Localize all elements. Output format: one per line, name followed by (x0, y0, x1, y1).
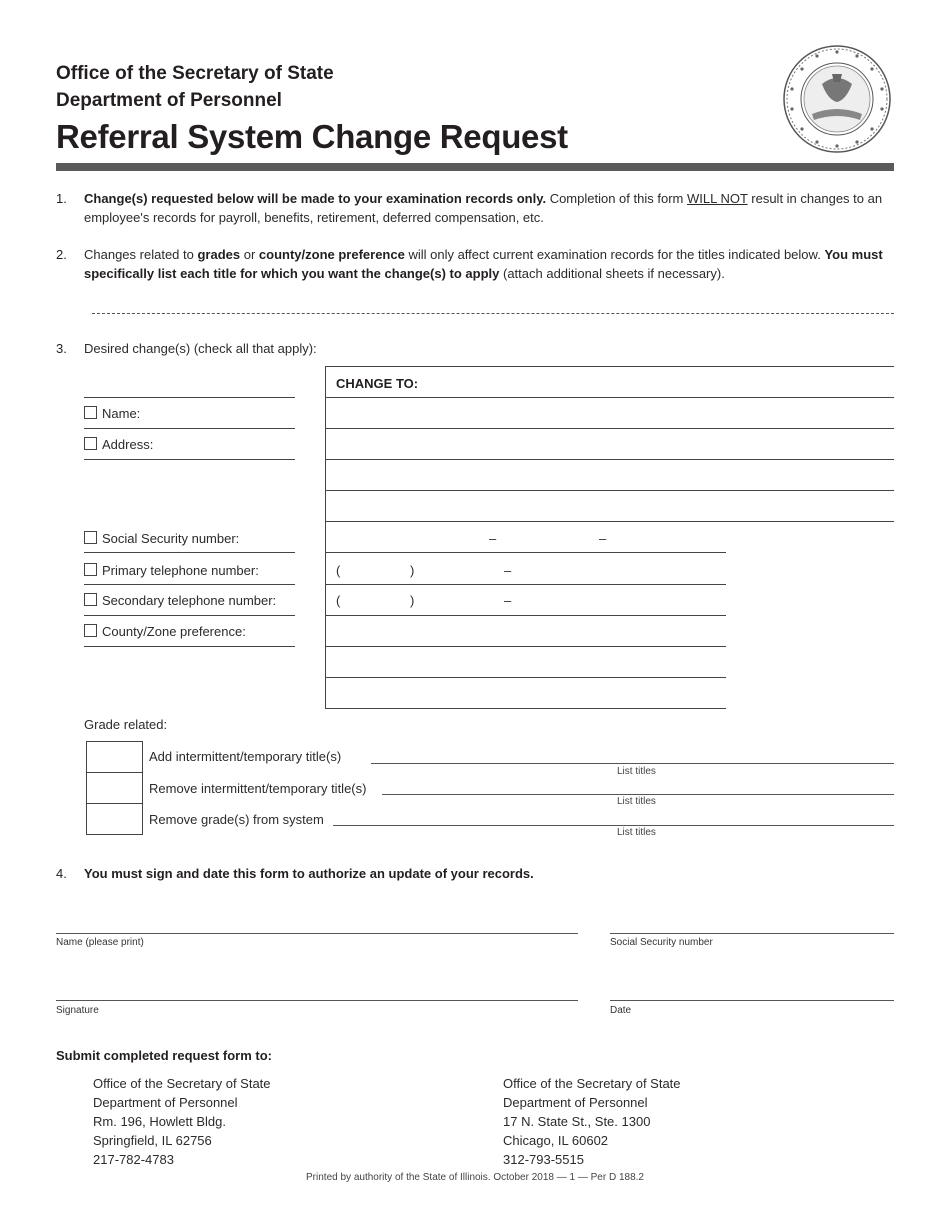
change-name-field[interactable] (325, 397, 894, 398)
ssn-dash-1: – (489, 531, 497, 546)
address-checkbox[interactable]: Address: (84, 436, 153, 453)
left-line-secondary (84, 615, 295, 616)
checkbox-icon[interactable] (84, 437, 97, 450)
address-line: Office of the Secretary of State (93, 1076, 271, 1091)
remove-grade-label: Remove grade(s) from system (149, 812, 324, 827)
checkbox-icon[interactable] (84, 593, 97, 606)
secondary-paren-close: ) (410, 593, 415, 608)
submit-heading: Submit completed request form to: (56, 1048, 272, 1063)
name-checkbox[interactable]: Name: (84, 405, 140, 422)
change-to-heading: CHANGE TO: (336, 376, 419, 391)
item-3-text: Desired change(s) (check all that apply): (84, 341, 317, 356)
change-county-field-2[interactable] (325, 677, 726, 678)
add-title-input[interactable] (371, 763, 894, 764)
remove-title-input[interactable] (382, 794, 894, 795)
address-line: Springfield, IL 62756 (93, 1133, 212, 1148)
checkbox-icon[interactable] (84, 406, 97, 419)
item-number-2: 2. (56, 247, 67, 262)
checkbox-icon[interactable] (84, 563, 97, 576)
department-name: Department of Personnel (56, 90, 282, 111)
left-line-address (84, 459, 295, 460)
secondary-phone-checkbox[interactable]: Secondary telephone number: (84, 592, 276, 609)
name-print-caption: Name (please print) (56, 937, 144, 948)
secondary-dash: – (504, 593, 512, 608)
address-line: Department of Personnel (93, 1095, 238, 1110)
left-line-top (84, 397, 295, 398)
change-to-top-border (325, 366, 894, 367)
left-line-name (84, 428, 295, 429)
header-rule (56, 163, 894, 171)
list-titles-caption-2: List titles (617, 796, 656, 807)
primary-paren-close: ) (410, 563, 415, 578)
address-line: 312-793-5515 (503, 1152, 584, 1167)
primary-paren-open: ( (336, 563, 341, 578)
state-seal-icon (782, 44, 892, 154)
add-title-checkbox[interactable] (86, 741, 143, 773)
grade-related-label: Grade related: (84, 717, 168, 732)
county-checkbox[interactable]: County/Zone preference: (84, 623, 246, 640)
address-line: Office of the Secretary of State (503, 1076, 681, 1091)
signature-caption: Signature (56, 1005, 99, 1016)
checkbox-icon[interactable] (84, 531, 97, 544)
change-address-field-1[interactable] (325, 428, 894, 429)
ssn-caption: Social Security number (610, 937, 713, 948)
change-address-field-3[interactable] (325, 490, 894, 491)
page-title: Referral System Change Request (56, 118, 568, 155)
ssn-input[interactable] (610, 933, 894, 934)
list-titles-caption-1: List titles (617, 766, 656, 777)
name-print-input[interactable] (56, 933, 578, 934)
ssn-dash-2: – (599, 531, 607, 546)
item-2-text: Changes related to grades or county/zone preference will only affect current examination records for the titles indicated below. You must specifically list each title for which you want the change(s) to apply (attach additional sheets if necessary). (84, 247, 883, 281)
left-line-primary (84, 584, 295, 585)
signature-input[interactable] (56, 1000, 578, 1001)
change-secondary-phone-field[interactable] (325, 615, 726, 616)
address-line: Chicago, IL 60602 (503, 1133, 609, 1148)
item-number-4: 4. (56, 866, 67, 881)
ssn-checkbox[interactable]: Social Security number: (84, 530, 239, 547)
date-caption: Date (610, 1005, 632, 1016)
springfield-address (93, 1074, 271, 1169)
change-primary-phone-field[interactable] (325, 584, 726, 585)
change-address-field-4[interactable] (325, 521, 894, 522)
date-input[interactable] (610, 1000, 894, 1001)
checkbox-icon[interactable] (84, 624, 97, 637)
address-line: Department of Personnel (503, 1095, 648, 1110)
item-4-text: You must sign and date this form to authorize an update of your records. (84, 866, 534, 881)
footer-text: Printed by authority of the State of Illinois. October 2018 — 1 — Per D 188.2 (306, 1172, 644, 1183)
chicago-address (503, 1074, 681, 1169)
address-line: 17 N. State St., Ste. 1300 (503, 1114, 651, 1129)
primary-dash: – (504, 563, 512, 578)
titles-input-line[interactable] (92, 313, 894, 314)
change-to-left-border (325, 366, 326, 708)
office-name: Office of the Secretary of State (56, 63, 334, 84)
change-county-field-1[interactable] (325, 646, 726, 647)
item-1-text: Change(s) requested below will be made to your examination records only. Completion of this form WILL NOT result in changes to an employee's records for payroll, benefits, retirement, deferred compensation, etc. (84, 191, 883, 225)
change-address-field-2[interactable] (325, 459, 894, 460)
address-line: Rm. 196, Howlett Bldg. (93, 1114, 226, 1129)
remove-title-label: Remove intermittent/temporary title(s) (149, 781, 367, 796)
secondary-paren-open: ( (336, 593, 341, 608)
primary-phone-checkbox[interactable]: Primary telephone number: (84, 562, 259, 579)
remove-grade-checkbox[interactable] (86, 803, 143, 835)
left-line-county (84, 646, 295, 647)
remove-grade-input[interactable] (333, 825, 894, 826)
left-line-ssn (84, 552, 295, 553)
address-line: 217-782-4783 (93, 1152, 174, 1167)
item-number-3: 3. (56, 341, 67, 356)
add-title-label: Add intermittent/temporary title(s) (149, 749, 342, 764)
change-county-field-3[interactable] (325, 708, 726, 709)
item-number-1: 1. (56, 191, 67, 206)
list-titles-caption-3: List titles (617, 827, 656, 838)
remove-title-checkbox[interactable] (86, 772, 143, 804)
change-ssn-field[interactable] (325, 552, 726, 553)
